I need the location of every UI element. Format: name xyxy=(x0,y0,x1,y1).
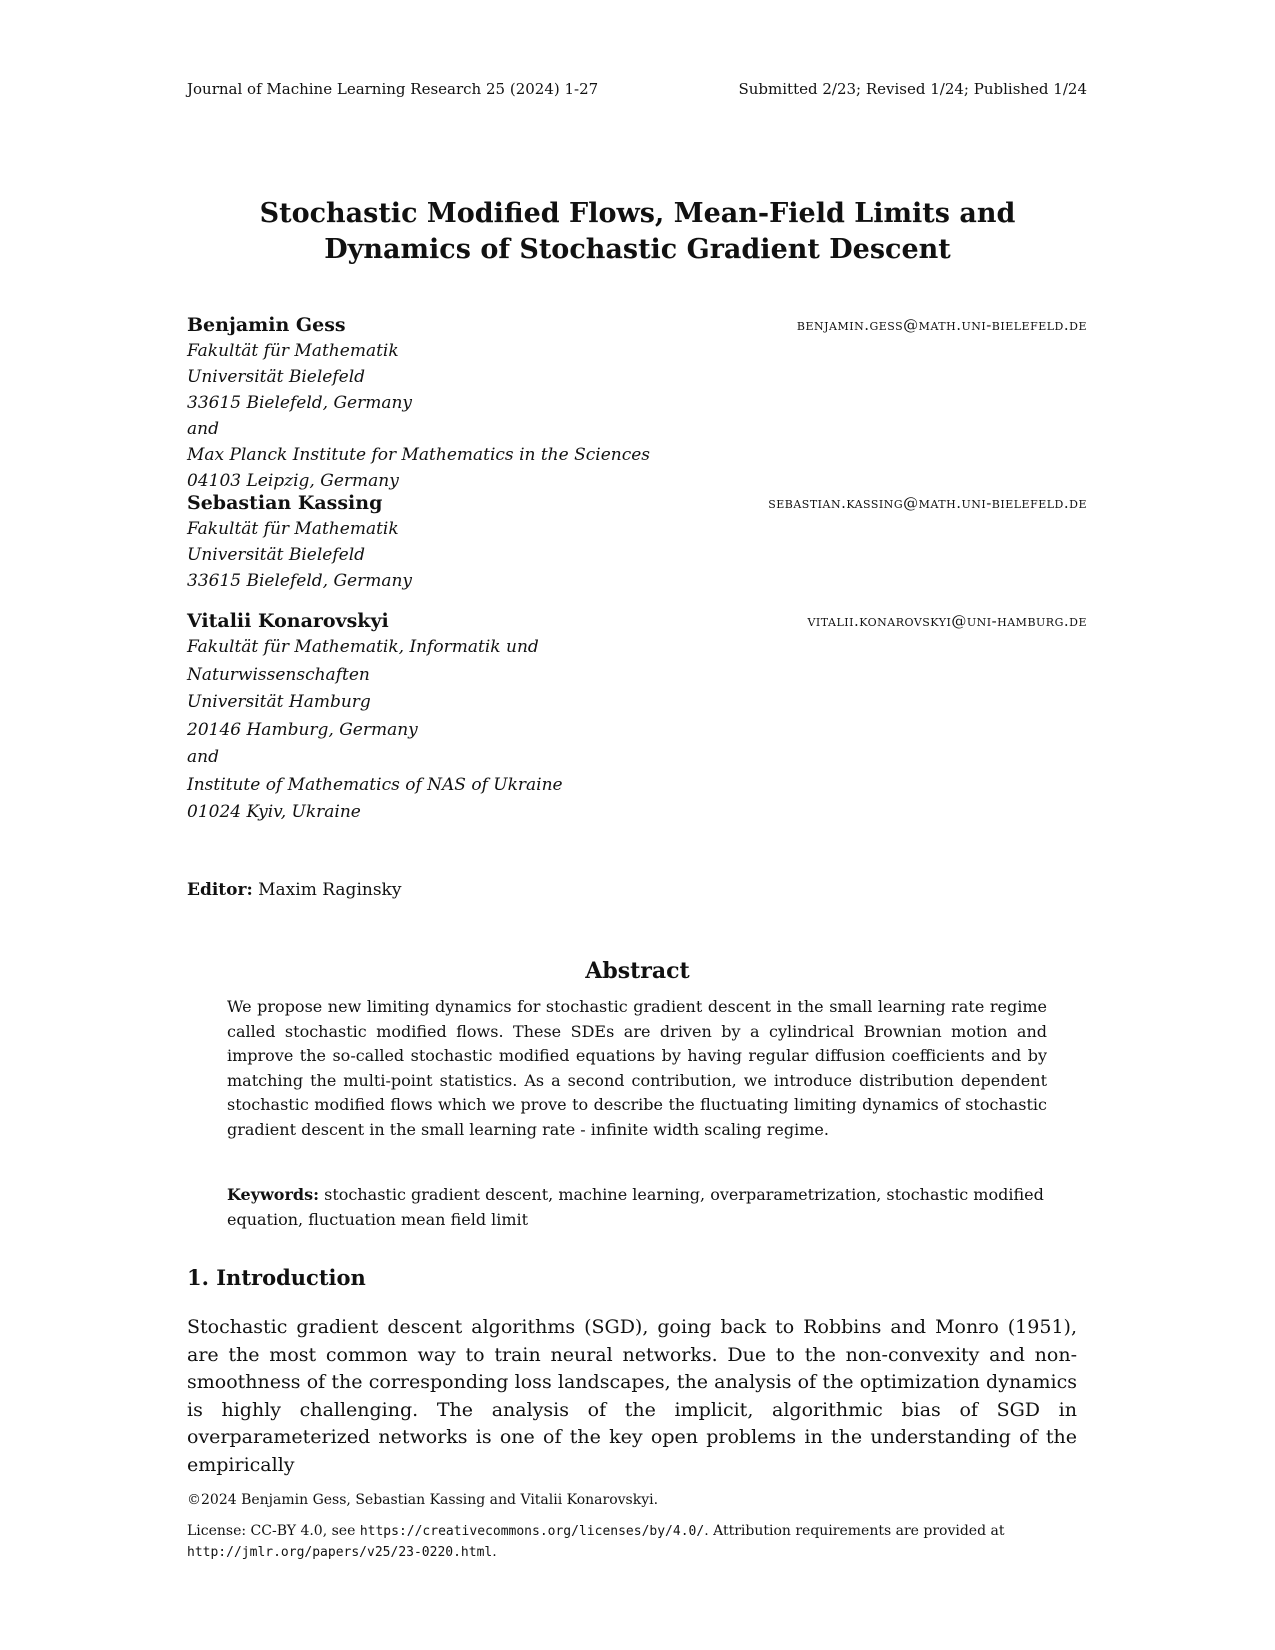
editor-name: Maxim Raginsky xyxy=(258,880,402,900)
affiliation-line: Naturwissenschaften xyxy=(187,664,370,685)
abstract-text: We propose new limiting dynamics for stochastic gradient descent in the small learning rate regime called stochastic modified flows. These SDEs are driven by a cylindrical Brownian motion and improve the so-called stochastic modified equations by having regular diffusion coefficients and by matching the multi-point statistics. As a second contribution, we introduce distribution dependent stochastic modified flows which we prove to describe the fluctuating limiting dynamics of stochastic gradient descent in the small learning rate - infinite width scaling regime. xyxy=(227,997,1047,1139)
title-line-2: Dynamics of Stochastic Gradient Descent xyxy=(324,234,951,265)
author-affiliation xyxy=(187,516,1087,594)
affiliation-line: 33615 Bielefeld, Germany xyxy=(187,571,413,591)
author-affiliation xyxy=(187,634,1087,827)
author-block-kassing xyxy=(187,490,1087,594)
editor-line xyxy=(187,880,401,900)
author-email[interactable]: benjamin.gess@math.uni-bielefeld.de xyxy=(796,316,1087,334)
author-affiliation xyxy=(187,338,1087,494)
abstract-heading: Abstract xyxy=(585,958,690,984)
license-link[interactable]: https://creativecommons.org/licenses/by/4.0/ xyxy=(359,1524,705,1539)
affiliation-line: Universität Hamburg xyxy=(187,692,371,712)
keywords-text: stochastic gradient descent, machine learning, overparametrization, stochastic modified equation, fluctuation mean field limit xyxy=(227,1185,1044,1229)
attribution-link[interactable]: http://jmlr.org/papers/v25/23-0220.html xyxy=(187,1545,493,1560)
submission-dates: Submitted 2/23; Revised 1/24; Published 1/24 xyxy=(738,80,1087,98)
affiliation-line: 01024 Kyiv, Ukraine xyxy=(187,802,361,822)
affiliation-line: 20146 Hamburg, Germany xyxy=(187,719,418,740)
intro-paragraph: Stochastic gradient descent algorithms (SGD), going back to Robbins and Monro (1951), are the most common way to train neural networks. Due to the non-convexity and non-smoothness of the corresponding loss landscapes, the analysis of the optimization dynamics is highly challenging. The analysis of the implicit, algorithmic bias of SGD in overparameterized networks is one of the key open problems in the understanding of the empirically xyxy=(187,1316,1077,1476)
license-text: . xyxy=(492,1544,497,1560)
author-name: Sebastian Kassing xyxy=(187,492,383,514)
author-email[interactable]: vitalii.konarovskyi@uni-hamburg.de xyxy=(807,612,1087,630)
editor-label: Editor: xyxy=(187,880,253,900)
affiliation-line: Max Planck Institute for Mathematics in the Sciences xyxy=(187,445,651,465)
author-block-gess xyxy=(187,312,1087,494)
license-text: License: CC-BY 4.0, see xyxy=(187,1523,360,1539)
affiliation-line: Fakultät für Mathematik, Informatik und xyxy=(187,637,539,657)
affiliation-line: and xyxy=(187,419,219,439)
affiliation-line: Fakultät für Mathematik xyxy=(187,519,399,539)
keywords xyxy=(227,1183,1047,1232)
affiliation-line: Universität Bielefeld xyxy=(187,545,366,565)
affiliation-line: Universität Bielefeld xyxy=(187,367,366,387)
affiliation-line: 04103 Leipzig, Germany xyxy=(187,471,399,491)
license-text: . Attribution requirements are provided at xyxy=(704,1523,1005,1539)
author-name: Benjamin Gess xyxy=(187,314,346,336)
affiliation-line: 33615 Bielefeld, Germany xyxy=(187,393,413,413)
affiliation-line: Institute of Mathematics of NAS of Ukraine xyxy=(187,774,563,795)
title-line-1: Stochastic Modified Flows, Mean-Field Limits and xyxy=(259,198,1016,229)
affiliation-line: and xyxy=(187,747,219,767)
affiliation-line: Fakultät für Mathematik xyxy=(187,341,399,361)
section-heading: 1. Introduction xyxy=(187,1265,366,1290)
keywords-label: Keywords: xyxy=(227,1185,320,1204)
journal-header: Journal of Machine Learning Research 25 (2024) 1-27 xyxy=(187,80,599,98)
author-email[interactable]: sebastian.kassing@math.uni-bielefeld.de xyxy=(768,494,1087,512)
copyright-notice: ©2024 Benjamin Gess, Sebastian Kassing and Vitalii Konarovskyi. xyxy=(187,1492,659,1508)
author-name: Vitalii Konarovskyi xyxy=(187,610,389,632)
paper-title xyxy=(0,196,1275,268)
author-block-konarovskyi xyxy=(187,608,1087,827)
license-notice xyxy=(187,1521,1077,1563)
